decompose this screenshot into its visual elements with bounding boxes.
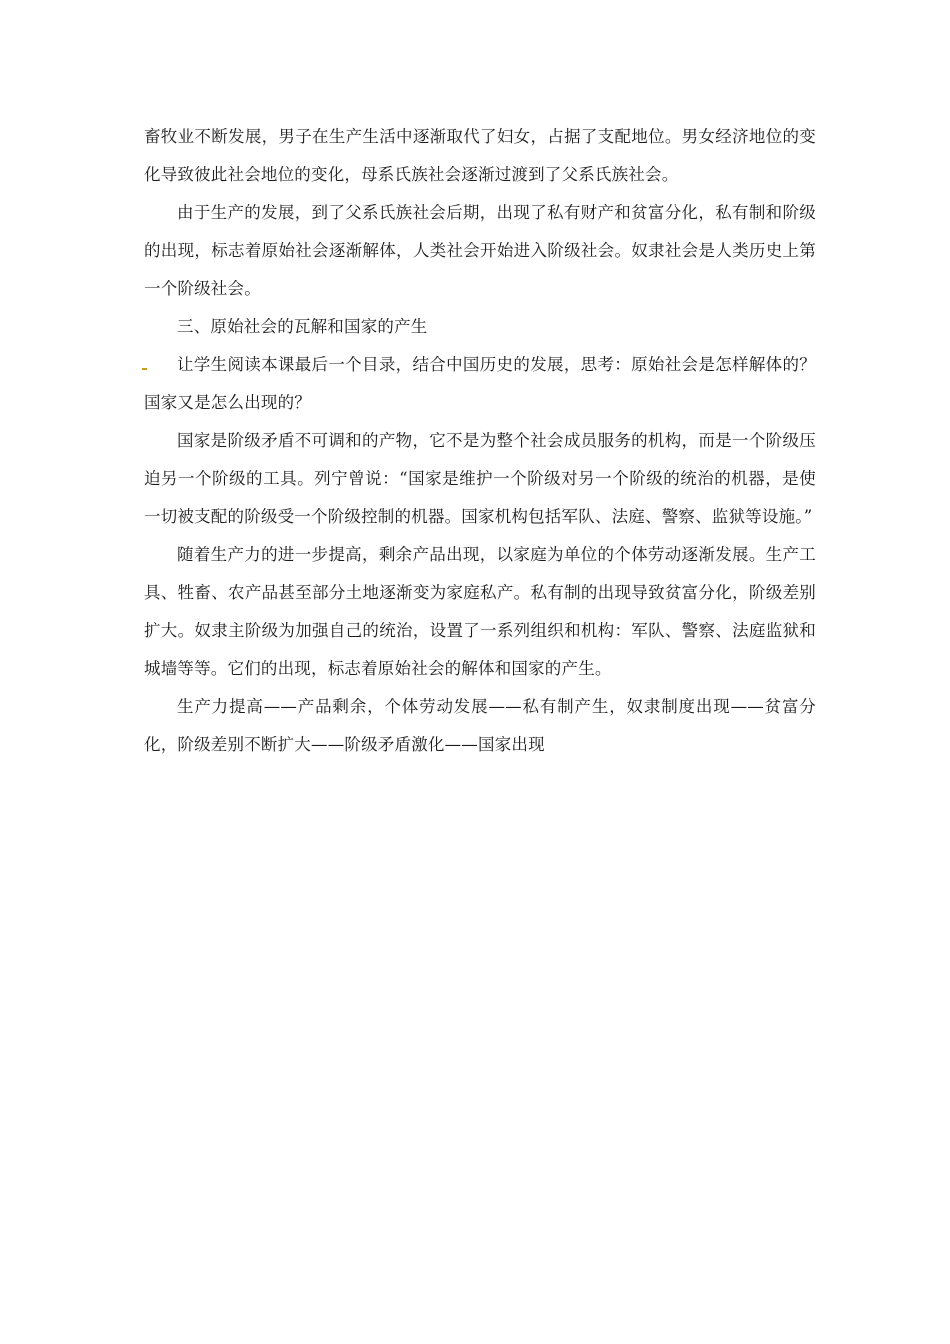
- paragraph-state-origin: 随着生产力的进一步提高，剩余产品出现，以家庭为单位的个体劳动逐渐发展。生产工具、牲畜、农产品甚至部分土地逐渐变为家庭私产。私有制的出现导致贫富分化，阶级差别扩大。奴隶主阶级为加强自己的统治，设置了一系列组织和机构：军队、警察、法庭监狱和城墙等等。它们的出现，标志着原始社会的解体和国家的产生。: [144, 545, 816, 678]
- paragraph-state-definition: 国家是阶级矛盾不可调和的产物，它不是为整个社会成员服务的机构，而是一个阶级压迫另一个阶级的工具。列宁曾说：“国家是维护一个阶级对另一个阶级的统治的机器，是使一切被支配的阶级受一个阶级控制的机器。国家机构包括军队、法庭、警察、监狱等设施。”: [144, 431, 816, 526]
- document-body: [144, 118, 816, 764]
- paragraph-student-task: 让学生阅读本课最后一个目录，结合中国历史的发展，思考：原始社会是怎样解体的？国家又是怎么出现的？: [144, 355, 816, 412]
- paragraph-continuation: 畜牧业不断发展，男子在生产生活中逐渐取代了妇女，占据了支配地位。男女经济地位的变化导致彼此社会地位的变化，母系氏族社会逐渐过渡到了父系氏族社会。: [144, 127, 816, 184]
- section-heading: 三、原始社会的瓦解和国家的产生: [177, 317, 428, 336]
- paragraph-summary-chain: 生产力提高——产品剩余，个体劳动发展——私有制产生，奴隶制度出现——贫富分化，阶级差别不断扩大——阶级矛盾激化——国家出现: [144, 697, 816, 754]
- paragraph-patriarchal-society: 由于生产的发展，到了父系氏族社会后期，出现了私有财产和贫富分化，私有制和阶级的出现，标志着原始社会逐渐解体，人类社会开始进入阶级社会。奴隶社会是人类历史上第一个阶级社会。: [144, 203, 816, 298]
